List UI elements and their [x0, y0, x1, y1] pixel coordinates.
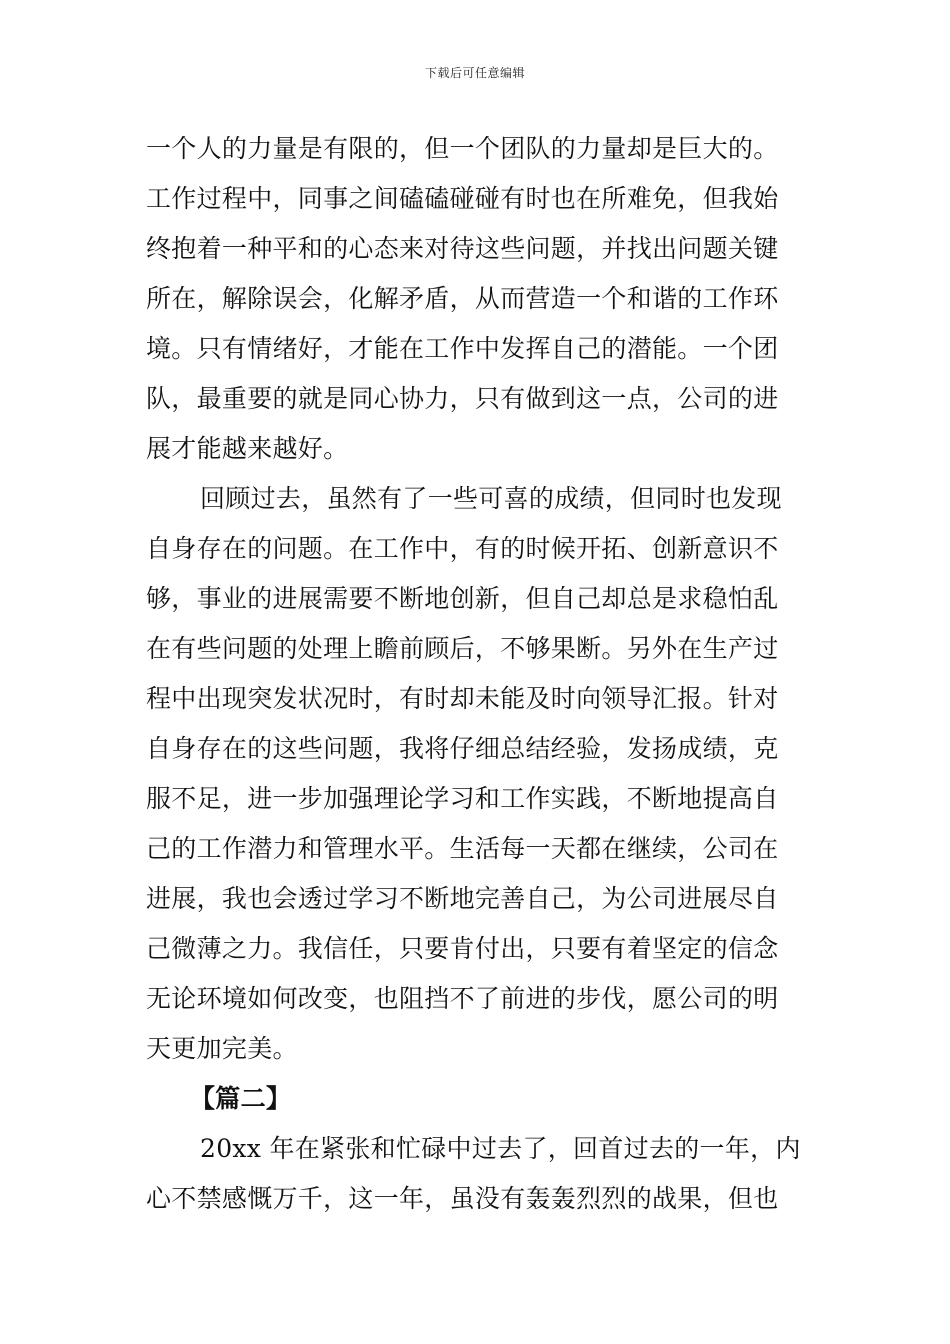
- document-body: [146, 124, 806, 1224]
- text-line: 队，最重要的就是同心协力，只有做到这一点，公司的进: [146, 384, 779, 413]
- text-line: 己的工作潜力和管理水平。生活每一天都在继续，公司在: [146, 834, 779, 863]
- text-line: 进展，我也会透过学习不断地完善自己，为公司进展尽自: [146, 884, 779, 913]
- text-line: 所在，解除误会，化解矛盾，从而营造一个和谐的工作环: [146, 284, 779, 313]
- text-line: 程中出现突发状况时，有时却未能及时向领导汇报。针对: [146, 684, 779, 713]
- text-line: 服不足，进一步加强理论学习和工作实践，不断地提高自: [146, 784, 779, 813]
- text-line: 终抱着一种平和的心态来对待这些问题，并找出问题关键: [146, 234, 779, 263]
- text-line: 天更加完美。: [146, 1034, 298, 1063]
- text-line: 己微薄之力。我信任，只要肯付出，只要有着坚定的信念: [146, 934, 779, 963]
- page-header: 下载后可任意编辑: [424, 66, 525, 80]
- text-line: 境。只有情绪好，才能在工作中发挥自己的潜能。一个团: [146, 334, 779, 363]
- text-line: 自身存在的问题。在工作中，有的时候开拓、创新意识不: [146, 534, 779, 563]
- text-line: 无论环境如何改变，也阻挡不了前进的步伐，愿公司的明: [146, 984, 779, 1013]
- text-line: 工作过程中，同事之间磕磕碰碰有时也在所难免，但我始: [146, 184, 779, 213]
- text-line: 自身存在的这些问题，我将仔细总结经验，发扬成绩，克: [146, 734, 779, 763]
- paragraph-start-line: 20xx 年在紧张和忙碌中过去了，回首过去的一年，内: [200, 1134, 801, 1163]
- text-line: 展才能越来越好。: [146, 434, 349, 463]
- text-line: 心不禁感慨万千，这一年，虽没有轰轰烈烈的战果，但也: [146, 1184, 779, 1213]
- text-line: 一个人的力量是有限的，但一个团队的力量却是巨大的。: [146, 134, 779, 163]
- text-line: 在有些问题的处理上瞻前顾后，不够果断。另外在生产过: [146, 634, 779, 663]
- paragraph-start-line: 回顾过去，虽然有了一些可喜的成绩，但同时也发现: [200, 484, 782, 513]
- section-heading: 【篇二】: [190, 1084, 292, 1113]
- text-line: 够，事业的进展需要不断地创新，但自己却总是求稳怕乱: [146, 584, 779, 613]
